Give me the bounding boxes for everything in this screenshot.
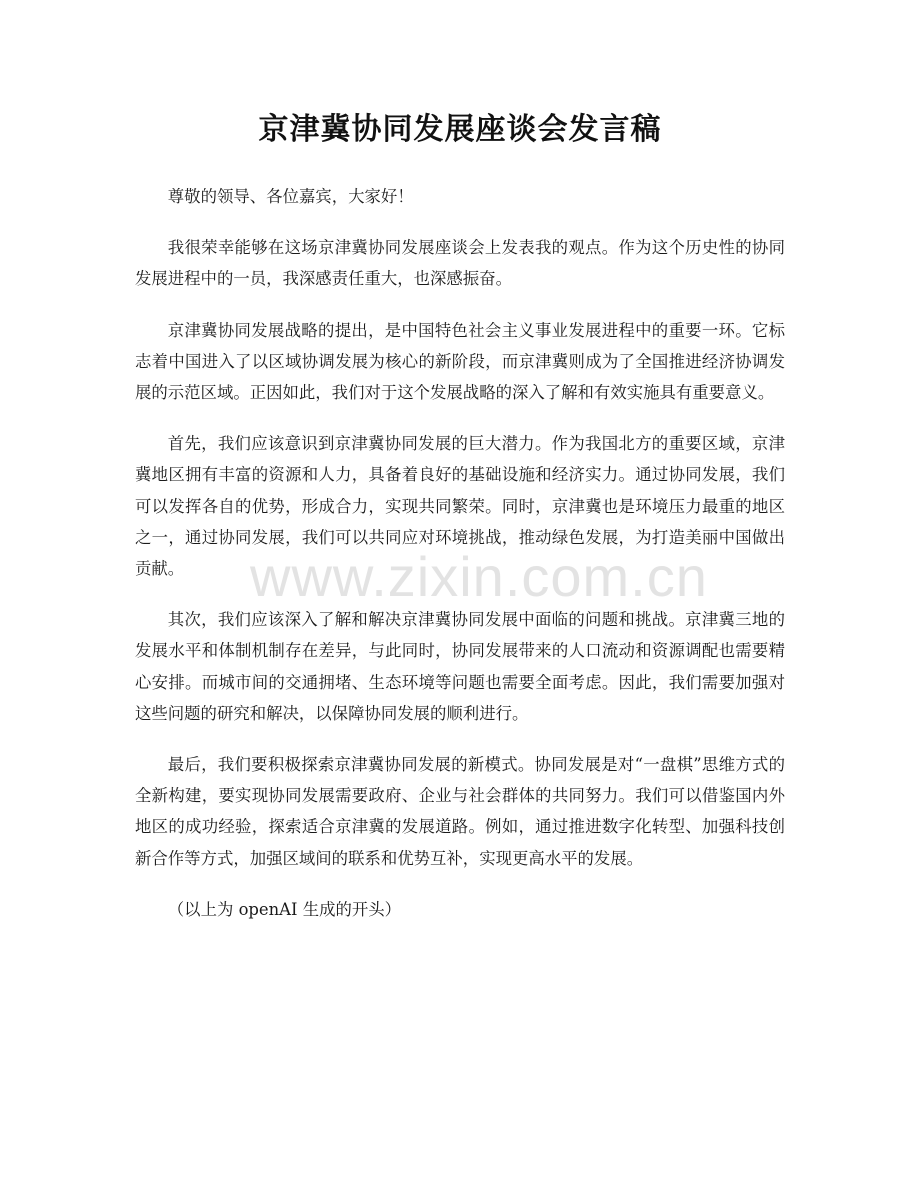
paragraph-intro: 我很荣幸能够在这场京津冀协同发展座谈会上发表我的观点。作为这个历史性的协同发展进程中的一员，我深感责任重大，也深感振奋。	[135, 238, 785, 289]
paragraph-strategy: 京津冀协同发展战略的提出，是中国特色社会主义事业发展进程中的重要一环。它标志着中国进入了以区域协调发展为核心的新阶段，而京津冀则成为了全国推进经济协调发展的示范区域。正因如此，我们对于这个发展战略的深入了解和有效实施具有重要意义。	[135, 320, 785, 403]
paragraph-greeting: 尊敬的领导、各位嘉宾，大家好！	[167, 187, 414, 206]
watermark: www.zixin.com.cn	[250, 545, 708, 608]
document-body	[135, 181, 785, 945]
paragraph-new-model: 最后，我们要积极探索京津冀协同发展的新模式。协同发展是对“一盘棋”思维方式的全新构建，要实现协同发展需要政府、企业与社会群体的共同努力。我们可以借鉴国内外地区的成功经验，探索适合京津冀的发展道路。例如，通过推进数字化转型、加强科技创新合作等方式，加强区域间的联系和优势互补，实现更高水平的发展。	[135, 755, 785, 868]
paragraph-challenges: 其次，我们应该深入了解和解决京津冀协同发展中面临的问题和挑战。京津冀三地的发展水平和体制机制存在差异，与此同时，协同发展带来的人口流动和资源调配也需要精心安排。而城市间的交通拥堵、生态环境等问题也需要全面考虑。因此，我们需要加强对这些问题的研究和解决，以保障协同发展的顺利进行。	[135, 610, 785, 723]
document-title: 京津冀协同发展座谈会发言稿	[258, 112, 662, 147]
paragraph-note: （以上为 openAI 生成的开头）	[167, 899, 402, 919]
paragraph-potential: 首先，我们应该意识到京津冀协同发展的巨大潜力。作为我国北方的重要区域，京津冀地区拥有丰富的资源和人力，具备着良好的基础设施和经济实力。通过协同发展，我们可以发挥各自的优势，形成合力，实现共同繁荣。同时，京津冀也是环境压力最重的地区之一，通过协同发展，我们可以共同应对环境挑战，推动绿色发展，为打造美丽中国做出贡献。	[135, 434, 785, 579]
